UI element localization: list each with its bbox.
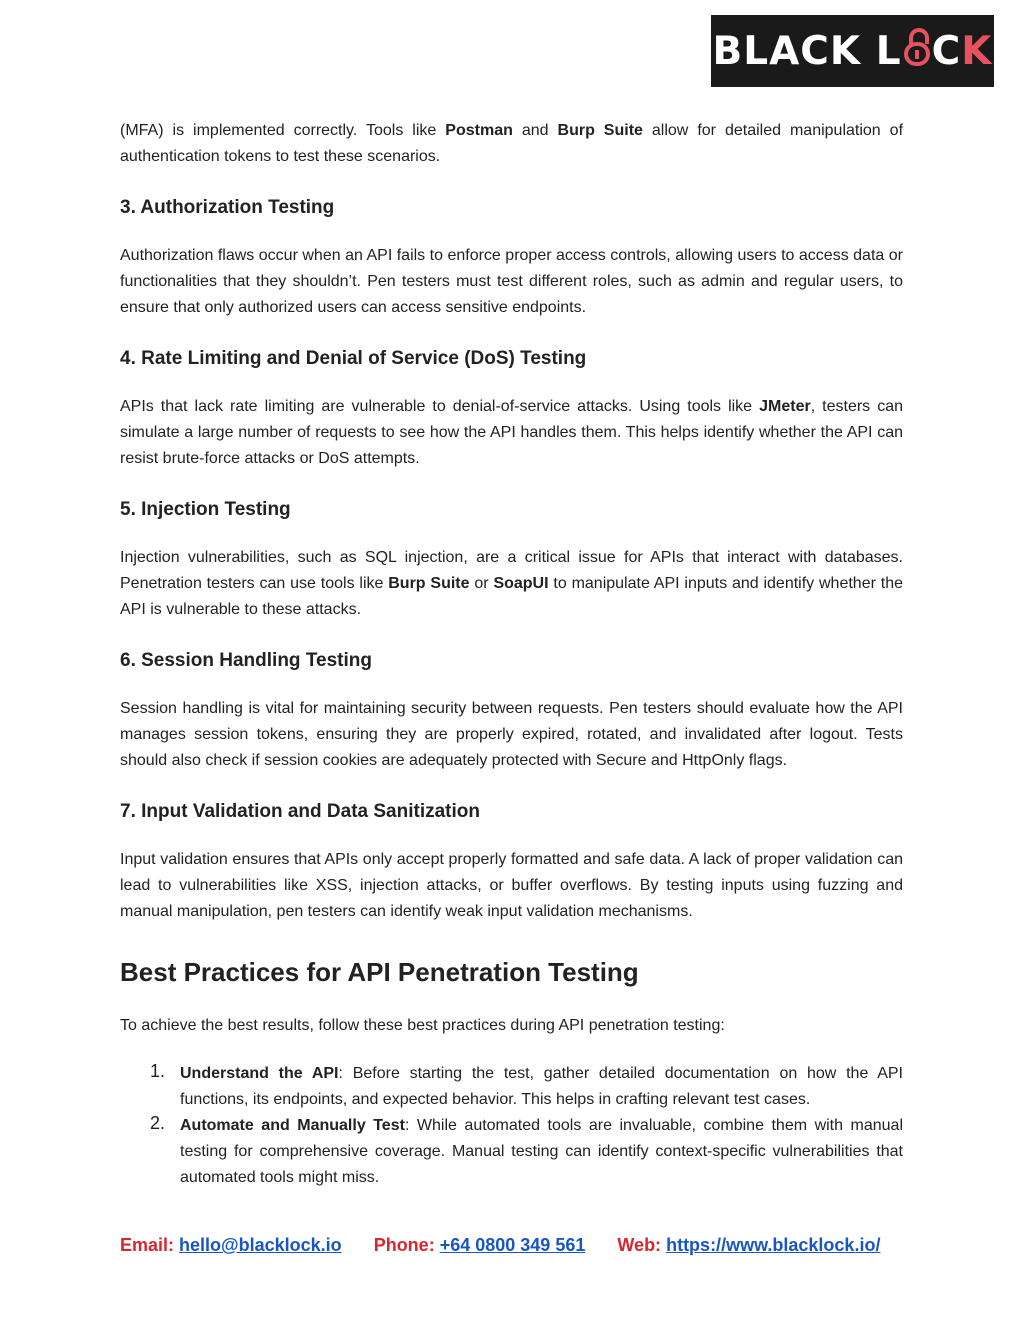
best-practices-list — [120, 1061, 903, 1191]
logo-wordmark — [713, 29, 993, 74]
section-injection — [120, 497, 903, 623]
best-practices-intro: To achieve the best results, follow these best practices during API penetration testing: — [120, 1017, 725, 1034]
email-label: Email: — [120, 1235, 175, 1255]
list-item-title: Understand the API — [180, 1065, 339, 1082]
section-heading: 3. Authorization Testing — [120, 197, 335, 218]
section-paragraph: Injection vulnerabilities, such as SQL injection, are a critical issue for APIs that interact with databases. Penetration testers can use tools like Burp Suite or SoapUI to manipulate API inputs and identify whether the API is vulnerable to these attacks. — [120, 549, 904, 618]
section-session-handling — [120, 648, 903, 774]
section-paragraph: Input validation ensures that APIs only accept properly formatted and safe data. A lack of proper validation can lead to vulnerabilities like XSS, injection attacks, or buffer overflows. By testing inputs using fuzzing and manual manipulation, pen testers can identify weak input validation mechanisms. — [120, 851, 903, 920]
web-label: Web: — [617, 1235, 662, 1255]
section-paragraph: APIs that lack rate limiting are vulnerable to denial-of-service attacks. Using tools like JMeter, testers can simulate a large number of requests to see how the API handles them. This helps identify whether the API can resist brute-force attacks or DoS attempts. — [120, 398, 903, 467]
blacklock-logo — [711, 15, 994, 87]
list-item: 1. Understand the API: Before starting the test, gather detailed documentation on how the API functions, its endpoints, and expected behavior. This helps in crafting relevant test cases. — [150, 1061, 903, 1108]
phone-link[interactable]: +64 0800 349 561 — [439, 1235, 586, 1255]
padlock-icon — [904, 36, 930, 66]
contact-footer — [120, 1235, 880, 1256]
list-item-text: : Before starting the test, gather detailed documentation on how the API functions, its endpoints, and expected behavior. This helps in crafting relevant test cases. — [180, 1065, 903, 1108]
email-link[interactable]: hello@blacklock.io — [179, 1235, 342, 1255]
section-heading: 6. Session Handling Testing — [120, 650, 372, 671]
document-body — [120, 118, 903, 1191]
section-heading: 4. Rate Limiting and Denial of Service (DoS) Testing — [120, 348, 587, 369]
logo-text-part2: C — [931, 28, 962, 74]
best-practices-heading: Best Practices for API Penetration Testing — [120, 957, 639, 987]
list-item-title: Automate and Manually Test — [180, 1117, 405, 1134]
section-heading: 7. Input Validation and Data Sanitization — [120, 801, 480, 822]
intro-paragraph: (MFA) is implemented correctly. Tools like Postman and Burp Suite allow for detailed manipulation of authentication tokens to test these scenarios. — [120, 122, 904, 165]
section-authorization — [120, 195, 903, 321]
phone-label: Phone: — [373, 1235, 435, 1255]
web-link[interactable]: https://www.blacklock.io/ — [666, 1235, 881, 1255]
section-input-validation — [120, 799, 903, 925]
list-item: 2. Automate and Manually Test: While automated tools are invaluable, combine them with manual testing for comprehensive coverage. Manual testing can identify context-specific vulnerabilities that automated tools might miss. — [150, 1113, 904, 1186]
logo-text-part1: BLACK L — [712, 28, 902, 74]
section-paragraph: Session handling is vital for maintaining security between requests. Pen testers should evaluate how the API manages session tokens, ensuring they are properly expired, rotated, and invalidated after logout. Tests should also check if session cookies are adequately protected with Secure and HttpOnly flags. — [120, 700, 903, 769]
list-item-text: : While automated tools are invaluable, combine them with manual testing for comprehensive coverage. Manual testing can identify context-specific vulnerabilities that automated tools might miss. — [180, 1117, 904, 1186]
section-paragraph: Authorization flaws occur when an API fails to enforce proper access controls, allowing users to access data or functionalities that they shouldn’t. Pen testers must test different roles, such as admin and regular users, to ensure that only authorized users can access sensitive endpoints. — [120, 247, 903, 316]
section-rate-limiting — [120, 346, 903, 472]
section-heading: 5. Injection Testing — [120, 499, 291, 520]
logo-text-part3: K — [961, 28, 993, 74]
